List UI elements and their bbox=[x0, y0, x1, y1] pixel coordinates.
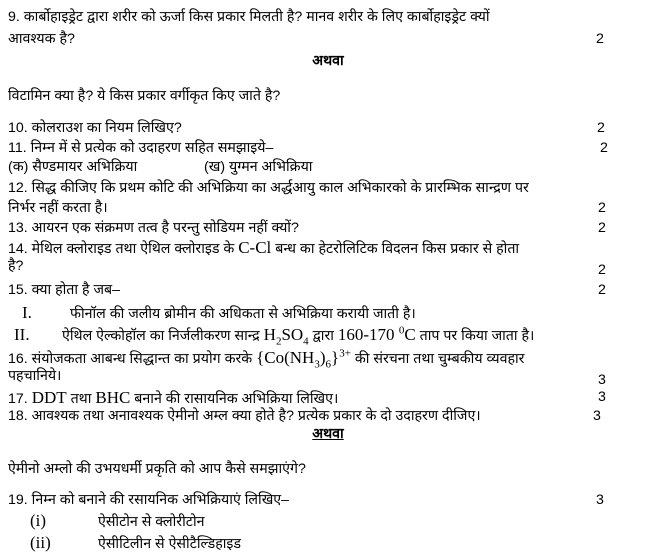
complex-brace: } bbox=[331, 348, 340, 367]
q14-bond: C-Cl bbox=[238, 238, 272, 257]
q13-marks: 2 bbox=[598, 220, 606, 236]
q19 bbox=[8, 490, 648, 511]
q16-complex bbox=[256, 347, 351, 371]
q19-part-ii bbox=[30, 532, 660, 555]
q15-i-label: I. bbox=[22, 303, 32, 322]
amino-question: ऐमीनो अम्लो की उभयधर्मी प्रकृति को आप कैसे समझाएंगे? bbox=[8, 461, 306, 477]
q10-marks: 2 bbox=[597, 120, 605, 136]
q15-ii-pre: ऐथिल ऐल्कोहॉल का निर्जलीकरण सान्द्र bbox=[62, 328, 260, 344]
q15-ii-temp bbox=[338, 325, 416, 344]
formula-sub-4: 4 bbox=[303, 335, 309, 348]
q15-ii-post: ताप पर किया जाता है। bbox=[419, 328, 535, 344]
q9-line2 bbox=[8, 29, 648, 50]
q16-text-pre: 16. संयोजकता आबन्ध सिद्धान्त का प्रयोग करके bbox=[8, 351, 253, 367]
q15-ii-formula bbox=[263, 325, 309, 348]
formula-so: SO bbox=[281, 325, 304, 344]
formula-h: H bbox=[263, 325, 276, 344]
q16-text-cont: पहचानिये। bbox=[8, 368, 62, 384]
vitamin-question: विटामिन क्या है? ये किस प्रकार वर्गीकृत किए जाते है? bbox=[8, 88, 281, 104]
q19-i-text: ऐसीटोन से क्लोरीटोन bbox=[98, 514, 205, 530]
q13-text: 13. आयरन एक संक्रमण तत्व है परन्तु सोडियम नहीं क्यों? bbox=[8, 220, 299, 236]
q10 bbox=[8, 118, 648, 139]
q15-ii-label: II. bbox=[14, 325, 30, 344]
q18-marks: 3 bbox=[593, 408, 601, 424]
q12-line1: 12. सिद्ध कीजिए कि प्रथम कोटि की अभिक्रिया का अर्द्धआयु काल अभिकारको के प्रारम्भिक सान्द्रण पर bbox=[8, 180, 529, 196]
q12-text-cont: निर्भर नहीं करता है। bbox=[8, 200, 108, 216]
q11-text: 11. निम्न में से प्रत्येक को उदाहरण सहित समझाइये– bbox=[8, 140, 274, 156]
complex-a: {Co(NH bbox=[256, 348, 315, 367]
q14-text-post: बन्ध का हेटरोलिटिक विदलन किस प्रकार से होता bbox=[275, 241, 520, 257]
complex-paren: ) bbox=[319, 348, 326, 367]
q15 bbox=[8, 280, 648, 301]
q17-ddt: DDT bbox=[31, 388, 67, 407]
complex-sub-3: 3 bbox=[314, 358, 320, 371]
q15-part-i bbox=[22, 302, 660, 325]
q19-ii-label: (ii) bbox=[30, 533, 51, 552]
q17-marks: 3 bbox=[598, 389, 606, 405]
q11-marks: 2 bbox=[600, 140, 608, 156]
q17-mid: तथा bbox=[70, 391, 92, 407]
q11-part-b: (ख) युग्मन अभिक्रिया bbox=[204, 159, 313, 175]
q11-part-a: (क) सैण्डमायर अभिक्रिया bbox=[8, 159, 138, 175]
q15-text: 15. क्या होता है जब– bbox=[8, 282, 121, 298]
q17-post: बनाने की रासायनिक अभिक्रिया लिखिए। bbox=[134, 391, 339, 407]
q9-text: 9. कार्बोहाइड्रेट द्वारा शरीर को ऊर्जा किस प्रकार मिलती है? मानव शरीर के लिए कार्बोहाइड्रेट क्यों bbox=[8, 9, 490, 25]
athva-heading-2: अथवा bbox=[312, 426, 344, 442]
q12-marks: 2 bbox=[598, 200, 606, 216]
q19-part-i bbox=[30, 510, 660, 533]
q14-marks: 2 bbox=[598, 262, 606, 278]
q15-i-text: फीनॉल की जलीय ब्रोमीन की अधिकता से अभिक्रिया करायी जाती है। bbox=[70, 306, 416, 322]
q19-text: 19. निम्न को बनाने की रसायनिक अभिक्रियाएं लिखिए– bbox=[8, 492, 290, 508]
q19-ii-text: ऐसीटिलीन से ऐसीटैल्डिहाइड bbox=[98, 536, 241, 552]
q9-text-cont: आवश्यक है? bbox=[8, 31, 75, 47]
temp-range: 160-170 bbox=[337, 325, 395, 344]
athva-heading-2-row bbox=[8, 424, 648, 445]
q15-ii-mid: द्वारा bbox=[312, 328, 334, 344]
q13 bbox=[8, 218, 648, 239]
q12-line2 bbox=[8, 198, 648, 219]
q16-text-post: की संरचना तथा चुम्बकीय व्यवहार bbox=[354, 351, 525, 367]
q19-i-label: (i) bbox=[30, 511, 47, 530]
complex-charge: 3+ bbox=[339, 347, 351, 360]
degree-sup: 0 bbox=[398, 324, 405, 337]
q14-text-cont: है? bbox=[8, 258, 24, 274]
q10-text: 10. कोलराउश का नियम लिखिए? bbox=[8, 120, 182, 136]
q15-marks: 2 bbox=[598, 282, 606, 298]
q16-marks: 3 bbox=[598, 372, 606, 388]
q17-bhc: BHC bbox=[95, 388, 131, 407]
q9-line1 bbox=[8, 7, 648, 28]
q9-marks: 2 bbox=[596, 31, 604, 47]
q14-text-pre: 14. मेथिल क्लोराइड तथा ऐथिल क्लोराइड के bbox=[8, 241, 235, 257]
q14-line2 bbox=[8, 256, 648, 277]
q19-marks: 3 bbox=[596, 492, 604, 508]
q15-part-ii bbox=[14, 324, 654, 347]
complex-sub-6: 6 bbox=[325, 358, 332, 371]
q17-num: 17. bbox=[8, 391, 28, 407]
athva-heading-1: अथवा bbox=[312, 53, 344, 69]
q11-parts bbox=[8, 157, 648, 178]
formula-sub-2: 2 bbox=[275, 335, 282, 348]
celsius: C bbox=[404, 325, 416, 344]
q18-text: 18. आवश्यक तथा अनावश्यक ऐमीनो अम्ल क्या होते है? प्रत्येक प्रकार के दो उदाहरण दीजिए। bbox=[8, 408, 481, 424]
q11 bbox=[8, 138, 648, 159]
q16-line2 bbox=[8, 366, 648, 387]
